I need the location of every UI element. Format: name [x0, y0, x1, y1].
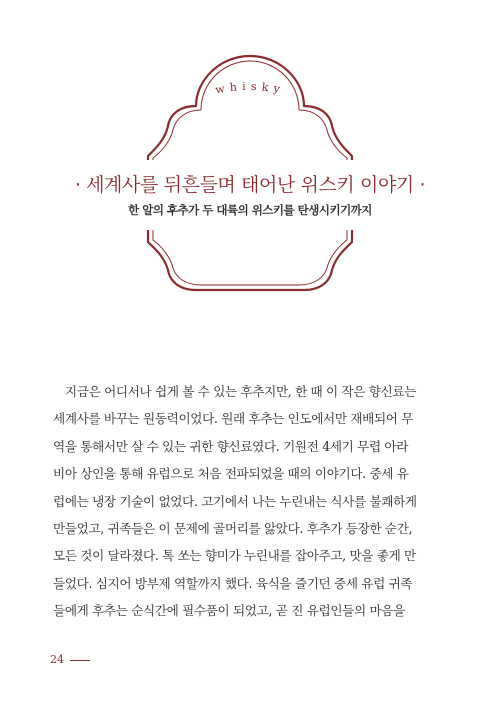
chapter-subtitle: 한 알의 후추가 두 대륙의 위스키를 탄생시키기까지 — [128, 203, 372, 217]
page-number-rule — [70, 660, 90, 661]
chapter-title: · 세계사를 뒤흔들며 태어난 위스키 이야기 · — [74, 174, 426, 196]
body-line: 모든 것이 달라졌다. 톡 쏘는 향미가 누린내를 잡아주고, 맛을 좋게 만 — [53, 548, 416, 564]
body-line: 지금은 어디서나 쉽게 볼 수 있는 후추지만, 한 때 이 작은 향신료는 — [65, 384, 417, 399]
chapter-label: whisky — [214, 79, 286, 97]
body-line: 만들었고, 귀족들은 이 문제에 골머리를 앓았다. 후추가 등장한 순간, — [53, 520, 413, 536]
page-number: 24 — [50, 653, 64, 666]
body-line: 비아 상인을 통해 유럽으로 처음 전파되었을 때의 이야기다. 중세 유 — [53, 466, 409, 482]
body-line: 세계사를 바꾸는 원동력이었다. 원래 후추는 인도에서만 재배되어 무 — [53, 411, 414, 427]
body-line: 들었다. 심지어 방부제 역할까지 했다. 육식을 즐기던 중세 유럽 귀족 — [53, 575, 413, 591]
body-line: 들에게 후추는 순식간에 필수품이 되었고, 곧 진 유럽인들의 마음을 — [53, 603, 405, 619]
body-paragraph — [53, 378, 455, 625]
body-line: 역을 통해서만 살 수 있는 귀한 향신료였다. 기원전 4세기 무렵 아라 — [53, 438, 409, 454]
body-line: 럽에는 냉장 기술이 없었다. 고기에서 나는 누린내는 식사를 불쾌하게 — [53, 493, 417, 509]
